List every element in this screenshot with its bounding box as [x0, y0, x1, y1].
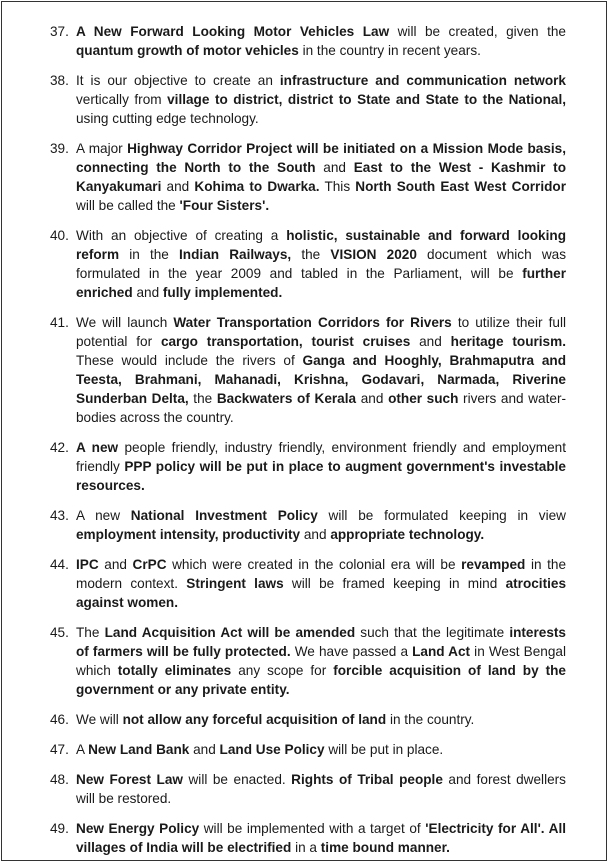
item-number: 42.: [50, 440, 69, 455]
bold-text-segment: Ganga and Hooghly, Brahmaputra and Teesta, Brahmani, Mahanadi, Krishna, Godavari, Narmada, Riverine Sunderban Delta,: [76, 353, 567, 406]
text-segment: and: [300, 527, 331, 542]
bold-text-segment: Land Act: [412, 644, 471, 659]
list-item: [50, 710, 566, 729]
text-segment: It is our objective to create an: [76, 73, 280, 88]
item-text: [76, 226, 566, 302]
bold-text-segment: Water Transportation Corridors for Rivers: [173, 315, 452, 330]
text-segment: We will: [76, 712, 123, 727]
text-segment: will be formulated keeping in view: [317, 508, 567, 523]
text-segment: in the: [119, 247, 180, 262]
text-segment: in a: [291, 840, 321, 855]
bold-text-segment: New Energy Policy: [76, 821, 200, 836]
policy-list: [50, 22, 566, 857]
list-item: [50, 740, 566, 759]
text-segment: A new: [76, 508, 131, 523]
bold-text-segment: other such: [388, 391, 459, 406]
bold-text-segment: time bound manner.: [320, 840, 450, 855]
bold-text-segment: A new: [76, 440, 119, 455]
item-number: 49.: [50, 821, 69, 836]
text-segment: A major: [76, 141, 128, 156]
bold-text-segment: CrPC: [132, 557, 167, 572]
item-text: [76, 139, 566, 215]
bold-text-segment: atrocities against women.: [76, 576, 567, 610]
bold-text-segment: interests of farmers will be fully protected.: [76, 625, 566, 659]
item-text: [76, 740, 566, 759]
item-text: [76, 313, 566, 427]
text-segment: will be implemented with a target of: [199, 821, 426, 836]
bold-text-segment: Kohima to Dwarka.: [194, 179, 320, 194]
text-segment: and: [132, 285, 163, 300]
text-segment: will be created, given the: [389, 24, 566, 39]
text-segment: and forest dwellers will be restored.: [76, 772, 566, 806]
text-segment: the: [188, 391, 217, 406]
text-segment: This: [319, 179, 356, 194]
bold-text-segment: New Land Bank: [88, 742, 190, 757]
text-segment: will be enacted.: [182, 772, 292, 787]
bold-text-segment: National Investment Policy: [130, 508, 318, 523]
list-item: [50, 139, 566, 215]
text-segment: will be put in place.: [324, 742, 444, 757]
bold-text-segment: quantum growth of motor vehicles: [76, 43, 299, 58]
text-segment: and: [315, 160, 354, 175]
list-item: [50, 22, 566, 60]
text-segment: to utilize their full potential for: [76, 315, 566, 349]
bold-text-segment: Land Acquisition Act will be amended: [104, 625, 356, 640]
text-segment: which were created in the colonial era will be: [166, 557, 462, 572]
item-text: [76, 819, 566, 857]
document-page: [1, 1, 607, 861]
bold-text-segment: appropriate technology.: [330, 527, 485, 542]
bold-text-segment: PPP policy will be put in place to augment government's investable resources.: [76, 459, 566, 493]
bold-text-segment: New Forest Law: [76, 772, 183, 787]
item-number: 43.: [50, 508, 69, 523]
list-item: [50, 555, 566, 612]
text-segment: document which was formulated in the year 2009 and tabled in the Parliament, will be: [76, 247, 566, 281]
list-item: [50, 623, 566, 699]
item-text: [76, 438, 566, 495]
text-segment: With an objective of creating a: [76, 228, 287, 243]
item-number: 41.: [50, 315, 69, 330]
bold-text-segment: Stringent laws: [186, 576, 284, 591]
list-item: [50, 313, 566, 427]
item-number: 48.: [50, 772, 69, 787]
text-segment: in West Bengal which: [76, 644, 566, 678]
bold-text-segment: Indian Railways,: [179, 247, 292, 262]
text-segment: vertically from: [76, 92, 168, 107]
text-segment: people friendly, industry friendly, environment friendly and employment friendly: [76, 440, 566, 474]
text-segment: in the modern context.: [76, 557, 566, 591]
bold-text-segment: totally eliminates: [117, 663, 232, 678]
text-segment: We have passed a: [290, 644, 413, 659]
text-segment: and: [98, 557, 133, 572]
text-segment: and: [161, 179, 195, 194]
bold-text-segment: not allow any forceful acquisition of land: [122, 712, 387, 727]
bold-text-segment: employment intensity, productivity: [76, 527, 301, 542]
bold-text-segment: forcible acquisition of land by the government or any private entity.: [76, 663, 566, 697]
bold-text-segment: Land Use Policy: [219, 742, 325, 757]
bold-text-segment: village to district, district to State and State to the National,: [167, 92, 566, 107]
bold-text-segment: North South East West Corridor: [355, 179, 566, 194]
bold-text-segment: cargo transportation, tourist cruises: [160, 334, 411, 349]
text-segment: in the country.: [386, 712, 475, 727]
bold-text-segment: fully implemented.: [162, 285, 283, 300]
item-text: [76, 623, 566, 699]
list-item: [50, 819, 566, 857]
bold-text-segment: 'Four Sisters'.: [179, 198, 270, 213]
text-segment: will be framed keeping in mind: [283, 576, 506, 591]
text-segment: such that the legitimate: [355, 625, 510, 640]
item-number: 47.: [50, 742, 69, 757]
bold-text-segment: A New Forward Looking Motor Vehicles Law: [76, 24, 390, 39]
bold-text-segment: East to the West - Kashmir to Kanyakumari: [76, 160, 567, 194]
text-segment: We will launch: [76, 315, 174, 330]
bold-text-segment: heritage tourism.: [450, 334, 566, 349]
text-segment: and: [356, 391, 389, 406]
bold-text-segment: VISION 2020: [330, 247, 417, 262]
text-segment: These would include the rivers of: [76, 353, 303, 368]
item-text: [76, 555, 566, 612]
bold-text-segment: Backwaters of Kerala: [216, 391, 357, 406]
item-number: 37.: [50, 24, 69, 39]
item-text: [76, 71, 566, 128]
text-segment: any scope for: [231, 663, 334, 678]
item-number: 38.: [50, 73, 69, 88]
item-text: [76, 770, 566, 808]
bold-text-segment: infrastructure and communication network: [279, 73, 566, 88]
text-segment: and: [189, 742, 220, 757]
text-segment: using cutting edge technology.: [76, 111, 259, 126]
item-number: 40.: [50, 228, 69, 243]
list-item: [50, 226, 566, 302]
text-segment: rivers and water-bodies across the country.: [76, 391, 567, 425]
text-segment: and: [410, 334, 451, 349]
text-segment: The: [76, 625, 105, 640]
item-text: [76, 710, 566, 729]
bold-text-segment: holistic, sustainable and forward looking reform: [76, 228, 566, 262]
bold-text-segment: Highway Corridor Project will be initiated on a Mission Mode basis, connecting the North to the South: [76, 141, 566, 175]
item-number: 45.: [50, 625, 69, 640]
text-segment: will be called the: [76, 198, 180, 213]
item-text: [76, 22, 566, 60]
bold-text-segment: further enriched: [76, 266, 566, 300]
bold-text-segment: IPC: [76, 557, 99, 572]
bold-text-segment: Rights of Tribal people: [291, 772, 443, 787]
text-segment: in the country in recent years.: [298, 43, 481, 58]
bold-text-segment: revamped: [461, 557, 526, 572]
item-number: 44.: [50, 557, 69, 572]
text-segment: the: [291, 247, 331, 262]
item-number: 46.: [50, 712, 69, 727]
list-item: [50, 770, 566, 808]
item-number: 39.: [50, 141, 69, 156]
bold-text-segment: 'Electricity for All'. All villages of India will be electrified: [76, 821, 566, 855]
list-item: [50, 71, 566, 128]
list-item: [50, 438, 566, 495]
list-item: [50, 506, 566, 544]
text-segment: A: [76, 742, 89, 757]
item-text: [76, 506, 566, 544]
